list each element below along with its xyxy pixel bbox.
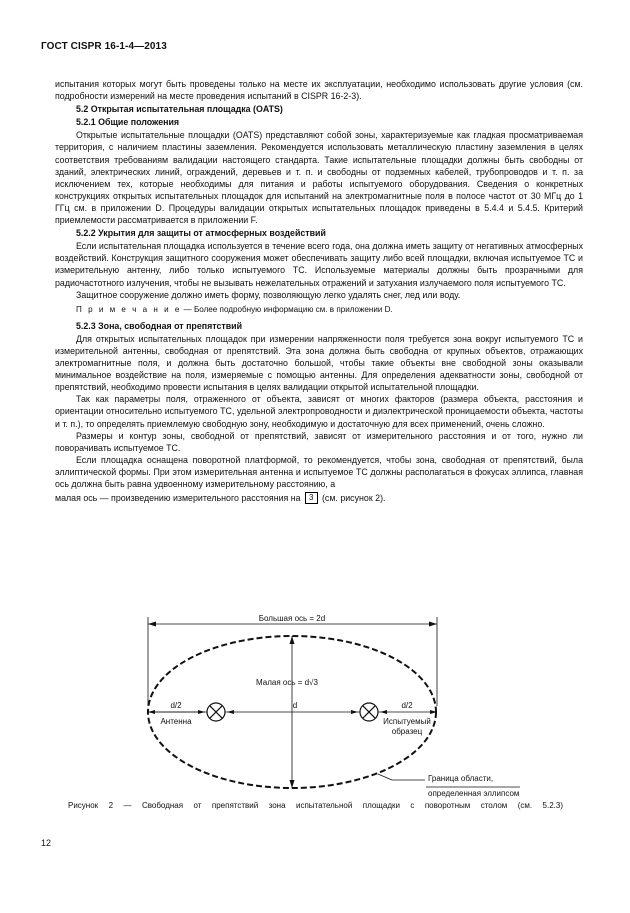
left-half-label: d/2 [170, 701, 182, 710]
right-half-label: d/2 [401, 701, 413, 710]
section-5-2-3-paragraph-4: Если площадка оснащена поворотной платформой, то рекомендуется, чтобы зона, свободная от препятствий, была эллиптической формы. При этом измерительная антенна и испытуемое ТС должны располагаться в фокусах эллипса, главная ось должна быть равна удвоенному измерительному расстоянию, а [55, 454, 583, 489]
center-arrow-left [227, 710, 234, 714]
sqrt-three: 3 [305, 492, 317, 504]
section-5-2-3-paragraph-3: Размеры и контур зоны, свободной от препятствий, зависят от измерительного расстояния и от того, нужно ли поворачивать испытуемое ТС. [55, 430, 583, 453]
eut-label-line-2: образец [391, 727, 423, 736]
boundary-label-line-2: определенная эллипсом [428, 789, 520, 798]
major-axis-arrow-left [148, 622, 156, 627]
note-text: — Более подробную информацию см. в приложении D. [181, 304, 393, 314]
antenna-label: Антенна [160, 717, 192, 726]
section-5-2-heading: 5.2 Открытая испытательная площадка (OATS) [76, 104, 283, 115]
antenna-marker [207, 703, 225, 721]
intro-paragraph: испытания которых могут быть проведены только на месте их эксплуатации, необходимо использовать другие условия (см. подробности измерений на месте проведения испытаний в CISPR 16-2-3). [55, 79, 583, 102]
center-distance-label: d [292, 701, 298, 710]
section-5-2-1-paragraph: Открытые испытательные площадки (OATS) представляют собой зоны, характеризуемые как гладкая просматриваемая территория, с наличием пластины заземления. Рекомендуется использовать металлическую пластину заземления в целях соответствия требованиям валидации настоящего стандарта. Такие испытательные площадки должны быть свободны от зданий, электрических линий, ограждений, деревьев и т. п. и свободны от подземных кабелей, трубопроводов и т. п. за исключением тех, которые необходимы для питания и работы испытуемого оборудования. Сведения о конкретных конструкциях открытых испытательных площадок для испытаний на электромагнитные поля в полосе частот от 30 МГц до 1 ГГц см. в приложении D. Процедуры валидации открытых испытательных площадок приведены в 5.4.4 и 5.4.5. Критерий приемлемости рассматривается в приложении F. [55, 130, 583, 226]
minor-axis-label: Малая ось = d√3 [256, 678, 318, 687]
note-label: П р и м е ч а н и е [76, 304, 182, 314]
section-5-2-2-paragraph-2: Защитное сооружение должно иметь форму, позволяющую легко удалять снег, лед или воду. [76, 289, 461, 300]
center-arrow-right [351, 710, 358, 714]
left-arrow-outer [148, 710, 155, 714]
right-arrow-inner [380, 710, 387, 714]
section-5-2-3-heading: 5.2.3 Зона, свободная от препятствий [76, 320, 243, 331]
section-5-2-2-heading: 5.2.2 Укрытия для защиты от атмосферных воздействий [76, 228, 326, 239]
page-number: 12 [41, 838, 52, 848]
figure-caption: Рисунок 2 — Свободная от препятствий зона испытательной площадки с поворотным столом (см. 5.2.3) [68, 801, 563, 810]
eut-marker [360, 703, 378, 721]
boundary-label-line-1: Граница области, [428, 774, 494, 783]
section-5-2-1-heading: 5.2.1 Общие положения [76, 117, 180, 128]
section-5-2-3-paragraph-2: Так как параметры поля, отраженного от объекта, зависят от многих факторов (размера объекта, расстояния и ориентации относительно испытуемого ТС, удельной электропроводности и диэлектрической проницаемости объекта, частоты и т. п.), то определять приемлемую свободную зону, необходимую и достаточную для всех применений, очень сложно. [55, 394, 583, 429]
section-5-2-2-paragraph-1: Если испытательная площадка используется в течение всего года, она должна иметь защиту от негативных атмосферных воздействий. Конструкция защитного сооружения может обеспечивать защиту либо всей площадки, включая испытуемое ТС и измерительную антенну, либо только испытуемого ТС. Используемые материалы должны быть прозрачными для радиочастотного излучения, чтобы не вызывать нежелательных отражений и затухания излучаемого поля испытуемого ТС. [55, 241, 583, 288]
eut-label-line-1: Испытуемый [383, 717, 431, 726]
minor-axis-arrow-bottom [290, 780, 295, 788]
minor-axis-arrow-top [290, 636, 295, 644]
major-axis-label: Большая ось = 2d [258, 614, 326, 623]
major-axis-arrow-right [429, 622, 437, 627]
section-5-2-3-paragraph-1: Для открытых испытательных площадок при измерении напряженности поля требуется зона вокруг испытуемого ТС и измерительной антенны, свободная от препятствий. Эта зона должна быть свободна от крупных объектов, отражающих электромагнитные поля, и должна быть достаточно большой, чтобы такие объекты вне свободной зоны оказывали минимальное воздействие на поля, измеряемые с помощью антенны. Для определения адекватности зоны, свободной от препятствий, необходимо провести испытания в целях валидации открытой испытательной площадки. [55, 333, 583, 393]
section-5-2-3-paragraph-4-end: малая ось — произведению измерительного расстояния на 3 (см. рисунок 2). [55, 493, 386, 504]
boundary-leader-tip [378, 774, 392, 780]
left-arrow-inner [198, 710, 205, 714]
document-header: ГОСТ CISPR 16-1-4—2013 [41, 41, 167, 52]
